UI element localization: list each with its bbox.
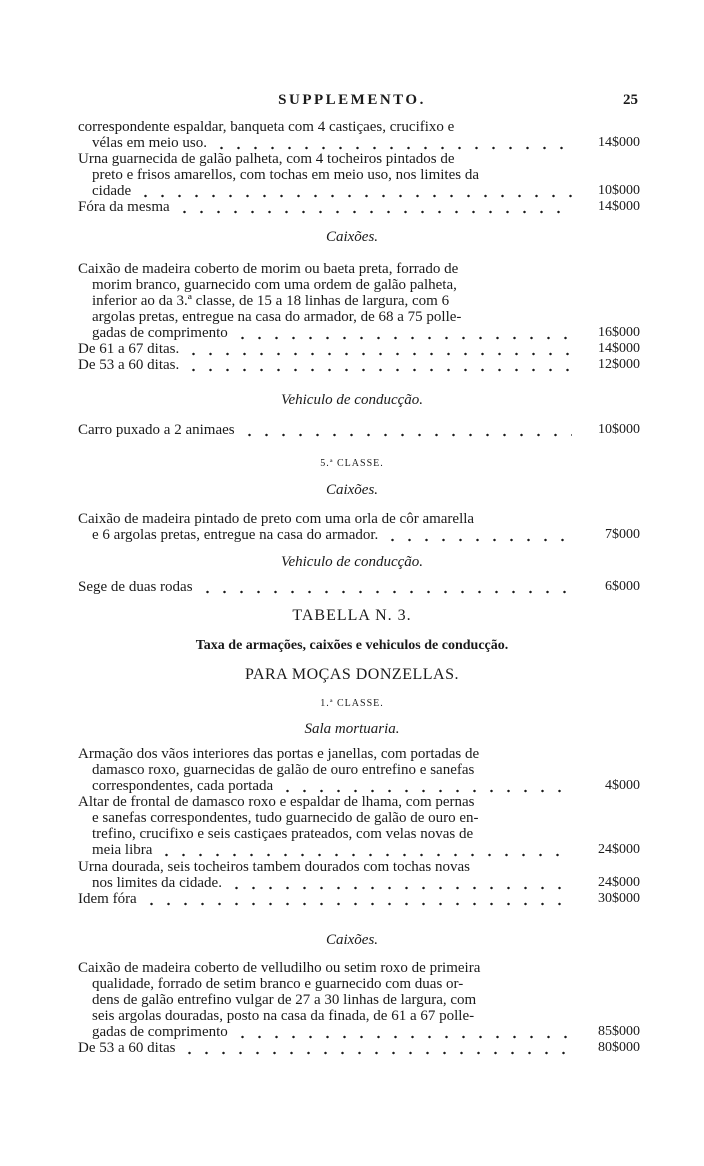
dot-leader — [234, 1024, 572, 1040]
dot-leader — [199, 579, 572, 595]
section-heading: Caixões. — [325, 932, 379, 948]
entry-text: correspondentes, cada portada — [92, 778, 274, 794]
entry-text: Sege de duas rodas — [78, 579, 193, 595]
entry-last-line — [78, 527, 640, 543]
class-heading: 1.ª CLASSE. — [320, 698, 384, 709]
section-heading: Sala mortuaria. — [304, 721, 400, 737]
tariff-entry — [78, 119, 640, 151]
section-heading: Caixões. — [325, 482, 379, 498]
entry-text: dens de galão entrefino vulgar de 27 a 30 linhas de largura, com — [92, 992, 477, 1008]
entry-text: correspondente espaldar, banqueta com 4 castiçaes, crucifixo e — [78, 119, 455, 135]
dot-leader — [143, 891, 572, 907]
entry-text: gadas de comprimento — [92, 325, 228, 341]
price: 24$000 — [598, 842, 640, 857]
entry-text: cidade — [92, 183, 132, 199]
entry-text: e 6 argolas pretas, entregue na casa do armador. — [92, 527, 379, 543]
entry-text: qualidade, forrado de setim branco e guarnecido com duas or- — [92, 976, 464, 992]
tariff-entry — [78, 341, 640, 357]
dot-leader — [158, 842, 572, 858]
dot-leader — [241, 422, 572, 438]
entry-text: Caixão de madeira coberto de velludilho ou setim roxo de primeira — [78, 960, 481, 976]
dot-leader — [181, 1040, 572, 1056]
tariff-entry — [78, 859, 640, 891]
dot-leader — [228, 875, 572, 891]
entry-text: Idem fóra — [78, 891, 137, 907]
entry-text: nos limites da cidade. — [92, 875, 222, 891]
price: 6$000 — [605, 579, 640, 594]
entry-last-line — [78, 891, 640, 907]
entry-text: Urna dourada, seis tocheiros tambem dourados com tochas novas — [78, 859, 470, 875]
entry-last-line — [78, 778, 640, 794]
entry-text: vélas em meio uso. — [92, 135, 207, 151]
entry-text: trefino, crucifixo e seis castiçaes prateados, com velas novas de — [92, 826, 474, 842]
entry-last-line — [78, 135, 640, 151]
entry-last-line — [78, 579, 640, 595]
section-heading: Caixões. — [325, 229, 379, 245]
entry-text: Armação dos vãos interiores das portas e janellas, com portadas de — [78, 746, 480, 762]
price: 10$000 — [598, 422, 640, 437]
group-heading: PARA MOÇAS DONZELLAS. — [245, 666, 459, 683]
entry-text: gadas de comprimento — [92, 1024, 228, 1040]
dot-leader — [185, 341, 572, 357]
entry-text: Carro puxado a 2 animaes — [78, 422, 235, 438]
tariff-entry — [78, 794, 640, 858]
price: 12$000 — [598, 357, 640, 372]
dot-leader — [185, 357, 572, 373]
dot-leader — [137, 183, 572, 199]
table-title: TABELLA N. 3. — [292, 607, 412, 624]
entry-text: morim branco, guarnecido com uma ordem de galão palheta, — [92, 277, 457, 293]
entry-text: Fóra da mesma — [78, 199, 170, 215]
dot-leader — [213, 135, 572, 151]
entry-last-line — [78, 422, 640, 438]
table-subtitle: Taxa de armações, caixões e vehiculos de conducção. — [195, 638, 509, 653]
running-header: SUPPLEMENTO. — [278, 92, 426, 108]
entry-last-line — [78, 325, 640, 341]
entry-last-line — [78, 183, 640, 199]
entry-text: Urna guarnecida de galão palheta, com 4 tocheiros pintados de — [78, 151, 455, 167]
entry-text: preto e frisos amarellos, com tochas em meio uso, nos limites da — [92, 167, 479, 183]
dot-leader — [279, 778, 572, 794]
tariff-entry — [78, 511, 640, 543]
tariff-entry — [78, 151, 640, 199]
entry-text: damasco roxo, guarnecidas de galão de ouro entrefino e sanefas — [92, 762, 475, 778]
tariff-entry — [78, 891, 640, 907]
entry-last-line — [78, 842, 640, 858]
entry-text: De 61 a 67 ditas. — [78, 341, 180, 357]
entry-last-line — [78, 875, 640, 891]
entry-last-line — [78, 341, 640, 357]
dot-leader — [384, 527, 572, 543]
entry-text: seis argolas douradas, posto na casa da finada, de 61 a 67 polle- — [92, 1008, 475, 1024]
entry-last-line — [78, 199, 640, 215]
entry-last-line — [78, 1040, 640, 1056]
entry-last-line — [78, 1024, 640, 1040]
tariff-entry — [78, 1040, 640, 1056]
entry-text: Caixão de madeira coberto de morim ou baeta preta, forrado de — [78, 261, 459, 277]
entry-text: Caixão de madeira pintado de preto com uma orla de côr amarella — [78, 511, 475, 527]
entry-last-line — [78, 357, 640, 373]
dot-leader — [234, 325, 572, 341]
price: 14$000 — [598, 341, 640, 356]
entry-text: De 53 a 60 ditas. — [78, 357, 180, 373]
tariff-entry — [78, 357, 640, 373]
price: 7$000 — [605, 527, 640, 542]
page-number: 25 — [623, 92, 638, 108]
tariff-entry — [78, 960, 640, 1040]
entry-text: Altar de frontal de damasco roxo e espaldar de lhama, com pernas — [78, 794, 475, 810]
section-heading: Vehiculo de conducção. — [280, 392, 424, 408]
entry-text: meia libra — [92, 842, 153, 858]
dot-leader — [176, 199, 572, 215]
tariff-entry — [78, 261, 640, 341]
price: 4$000 — [605, 778, 640, 793]
tariff-entry — [78, 422, 640, 438]
tariff-entry — [78, 746, 640, 794]
price: 80$000 — [598, 1040, 640, 1055]
price: 10$000 — [598, 183, 640, 198]
tariff-entry — [78, 579, 640, 595]
entry-text: De 53 a 60 ditas — [78, 1040, 176, 1056]
price: 85$000 — [598, 1024, 640, 1039]
entry-text: inferior ao da 3.ª classe, de 15 a 18 linhas de largura, com 6 — [92, 293, 450, 309]
entry-text: e sanefas correspondentes, tudo guarnecido de galão de ouro en- — [92, 810, 479, 826]
class-heading: 5.ª CLASSE. — [320, 458, 384, 469]
section-heading: Vehiculo de conducção. — [280, 554, 424, 570]
price: 30$000 — [598, 891, 640, 906]
price: 14$000 — [598, 199, 640, 214]
price: 16$000 — [598, 325, 640, 340]
price: 24$000 — [598, 875, 640, 890]
price: 14$000 — [598, 135, 640, 150]
entry-text: argolas pretas, entregue na casa do armador, de 68 a 75 polle- — [92, 309, 462, 325]
tariff-entry — [78, 199, 640, 215]
